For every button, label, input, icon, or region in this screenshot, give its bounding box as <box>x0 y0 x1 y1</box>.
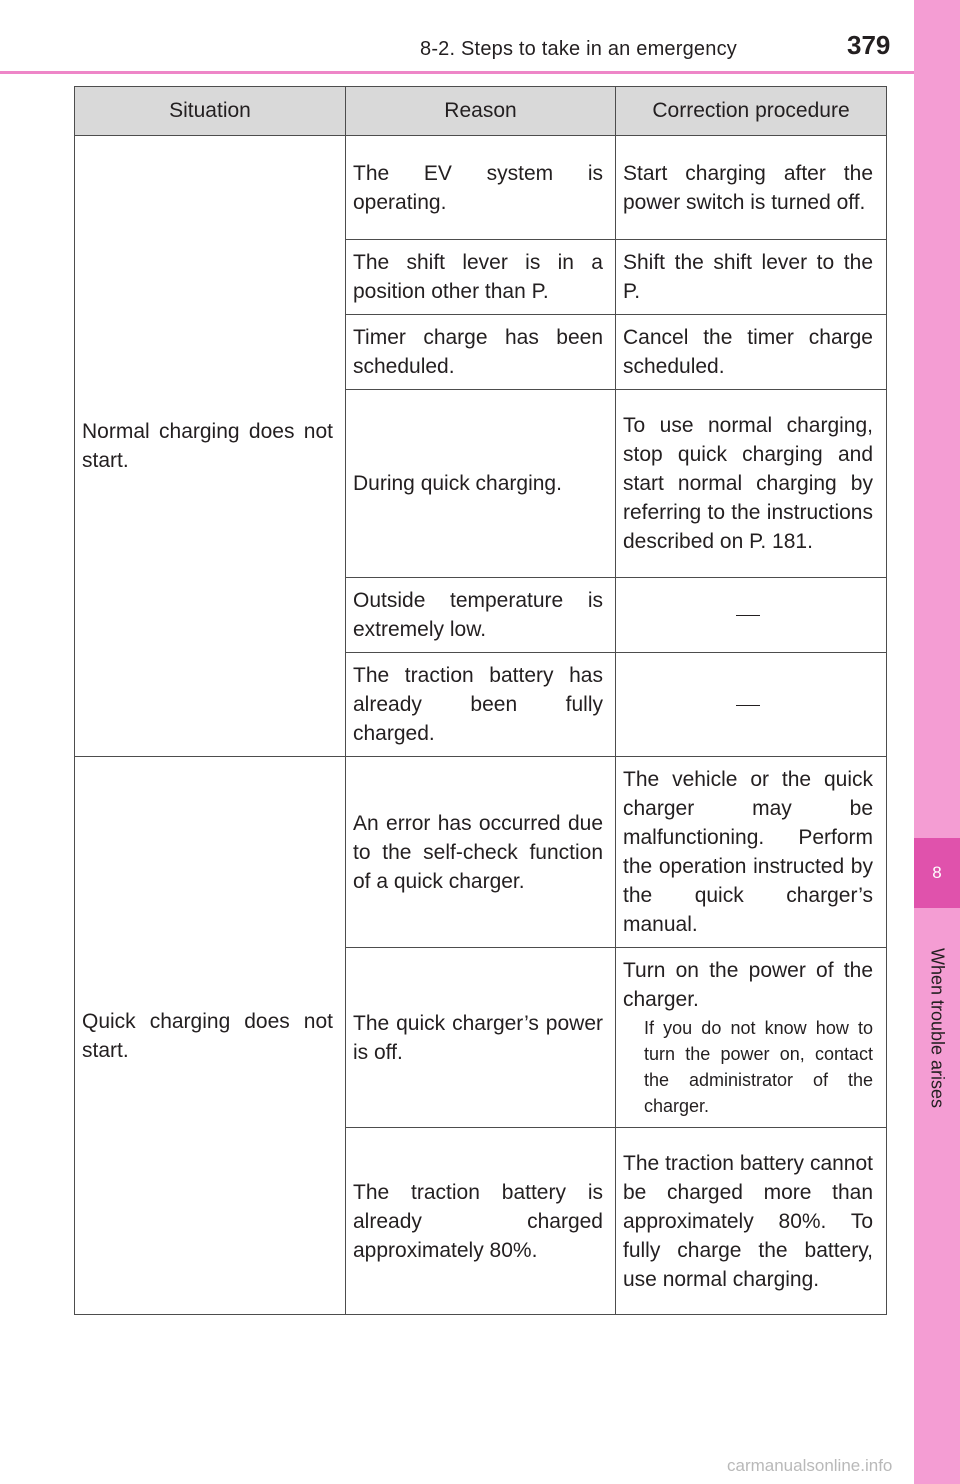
table-row <box>75 757 887 948</box>
watermark: carmanualsonline.info <box>727 1456 893 1475</box>
reason-cell: The traction battery is already charged approximately 80%. <box>346 1128 616 1315</box>
correction-cell: To use normal charging, stop quick charging and start normal charging by referring to the instructions described on P. 181. <box>616 390 887 578</box>
header-rule <box>0 71 914 74</box>
chapter-number-tab[interactable]: 8 <box>914 838 960 908</box>
correction-text: Turn on the power of the charger. <box>623 959 873 1011</box>
correction-cell <box>616 948 887 1128</box>
chapter-side-strip <box>914 0 960 1484</box>
reason-cell: Timer charge has been scheduled. <box>346 315 616 390</box>
correction-note: If you do not know how to turn the power on, contact the administrator of the charger. <box>644 1018 873 1116</box>
table-row <box>75 136 887 240</box>
correction-cell: Cancel the timer charge scheduled. <box>616 315 887 390</box>
reason-cell: The shift lever is in a position other than P. <box>346 240 616 315</box>
column-header-correction: Correction procedure <box>616 87 887 136</box>
correction-cell: Start charging after the power switch is turned off. <box>616 136 887 240</box>
correction-cell: The vehicle or the quick charger may be malfunctioning. Perform the operation instructed by the quick charger’s manual. <box>616 757 887 948</box>
reason-cell: An error has occurred due to the self-check function of a quick charger. <box>346 757 616 948</box>
reason-cell: The traction battery has already been fully charged. <box>346 653 616 757</box>
troubleshooting-table <box>74 86 887 1315</box>
situation-cell: Normal charging does not start. <box>75 136 346 757</box>
correction-cell-empty <box>616 653 887 757</box>
section-title: 8-2. Steps to take in an emergency <box>420 38 737 60</box>
correction-cell-empty <box>616 578 887 653</box>
column-header-situation: Situation <box>75 87 346 136</box>
correction-cell: The traction battery cannot be charged more than approximately 80%. To fully charge the battery, use normal charging. <box>616 1128 887 1315</box>
table-header-row <box>75 87 887 136</box>
page-number: 379 <box>847 30 891 60</box>
chapter-title-label: When trouble arises <box>927 947 948 1109</box>
reason-cell: The quick charger’s power is off. <box>346 948 616 1128</box>
reason-cell: Outside temperature is extremely low. <box>346 578 616 653</box>
situation-cell: Quick charging does not start. <box>75 757 346 1315</box>
column-header-reason: Reason <box>346 87 616 136</box>
reason-cell: During quick charging. <box>346 390 616 578</box>
reason-cell: The EV system is operating. <box>346 136 616 240</box>
em-dash <box>736 615 760 616</box>
em-dash <box>736 705 760 706</box>
correction-cell: Shift the shift lever to the P. <box>616 240 887 315</box>
